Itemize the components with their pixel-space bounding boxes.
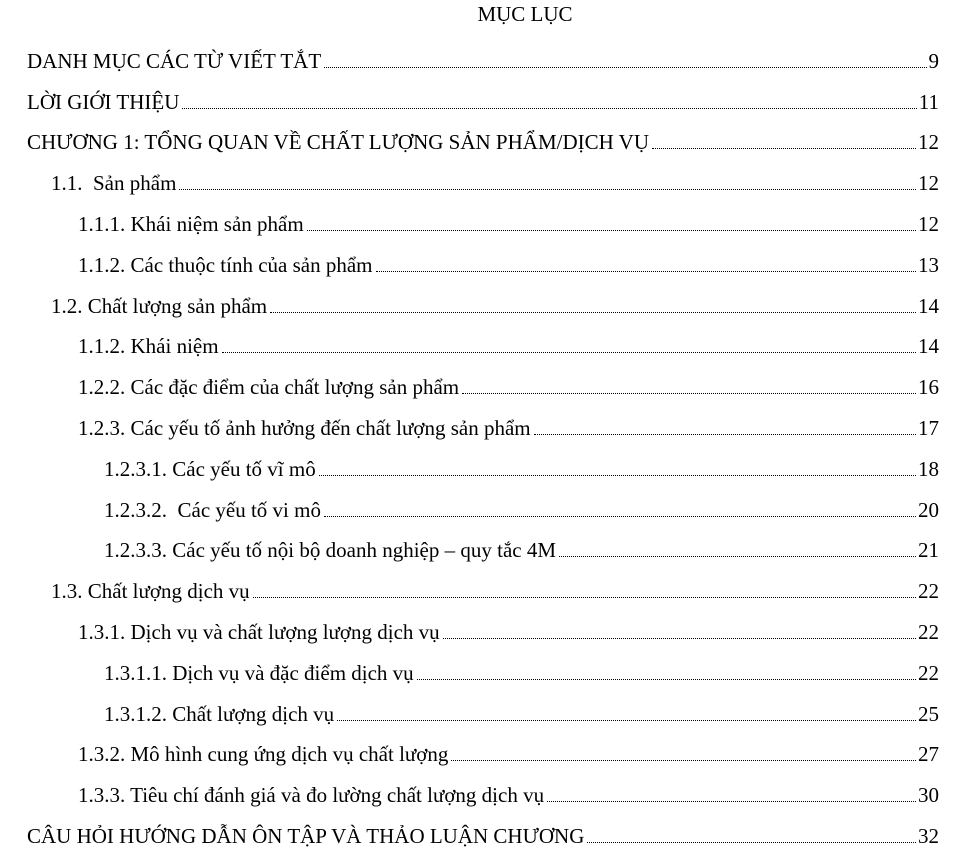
toc-entry-text: 1.3.1. Dịch vụ và chất lượng lượng dịch vụ: [78, 619, 440, 644]
toc-page-number: 14: [918, 293, 939, 318]
toc-entry-text: 1.3.2. Mô hình cung ứng dịch vụ chất lượng: [78, 742, 449, 767]
toc-page-number: 27: [918, 742, 939, 767]
toc-entry-text: 1.2.3.1. Các yếu tố vĩ mô: [104, 456, 316, 481]
toc-entry[interactable]: [0, 685, 965, 726]
toc-page-number: 18: [918, 456, 939, 481]
toc-entry[interactable]: [0, 562, 965, 603]
toc-entry-text: 1.3.3. Tiêu chí đánh giá và đo lường chất lượng dịch vụ: [78, 783, 545, 808]
toc-entry[interactable]: [0, 481, 965, 522]
toc-entry[interactable]: [0, 195, 965, 236]
toc-entry-text: 1.1. Sản phẩm: [51, 171, 177, 196]
toc-entry-text: 1.2.3.3. Các yếu tố nội bộ doanh nghiệp – quy tắc 4M: [104, 538, 557, 563]
toc-dot-leader: [559, 556, 916, 557]
toc-entry[interactable]: [0, 277, 965, 318]
toc-page-number: 13: [918, 252, 939, 277]
toc-page-number: 32: [918, 823, 939, 848]
toc-dot-leader: [417, 679, 916, 680]
toc-dot-leader: [451, 760, 916, 761]
toc-entry-text: 1.3. Chất lượng dịch vụ: [51, 579, 250, 604]
toc-page-number: 25: [918, 701, 939, 726]
toc-entry[interactable]: [0, 358, 965, 399]
toc-dot-leader: [462, 393, 916, 394]
toc-dot-leader: [587, 842, 916, 843]
toc-entry[interactable]: [0, 644, 965, 685]
toc-entry-text: 1.1.2. Khái niệm: [78, 334, 219, 359]
toc-entry-text: CÂU HỎI HƯỚNG DẪN ÔN TẬP VÀ THẢO LUẬN CHƯƠNG: [27, 823, 585, 848]
toc-page-number: 22: [918, 619, 939, 644]
toc-entry[interactable]: [0, 726, 965, 767]
toc-dot-leader: [179, 189, 916, 190]
toc-dot-leader: [443, 638, 916, 639]
toc-title: MỤC LỤC: [477, 2, 573, 26]
toc-entry[interactable]: [0, 399, 965, 440]
toc-entry-text: 1.3.1.1. Dịch vụ và đặc điểm dịch vụ: [104, 660, 414, 685]
toc-entry-text: 1.2.2. Các đặc điểm của chất lượng sản phẩm: [78, 375, 460, 400]
toc-dot-leader: [652, 148, 916, 149]
toc-page-number: 12: [918, 130, 939, 155]
toc-entry[interactable]: [0, 603, 965, 644]
toc-dot-leader: [547, 801, 916, 802]
toc-page-number: 22: [918, 660, 939, 685]
toc-page-number: 16: [918, 375, 939, 400]
toc-dot-leader: [337, 720, 916, 721]
toc-entry-text: 1.2. Chất lượng sản phẩm: [51, 293, 268, 318]
toc-entry-text: 1.1.1. Khái niệm sản phẩm: [78, 211, 304, 236]
toc-dot-leader: [376, 271, 916, 272]
toc-dot-leader: [222, 352, 916, 353]
toc-entry[interactable]: [0, 73, 965, 114]
toc-entry-text: 1.2.3. Các yếu tố ảnh hưởng đến chất lượng sản phẩm: [78, 415, 531, 440]
toc-entry[interactable]: [0, 440, 965, 481]
toc-page-number: 9: [928, 48, 939, 73]
toc-entry[interactable]: [0, 318, 965, 359]
toc-dot-leader: [534, 434, 916, 435]
toc-entry[interactable]: [0, 236, 965, 277]
toc-dot-leader: [319, 475, 916, 476]
toc-entry[interactable]: [0, 32, 965, 73]
toc-dot-leader: [182, 108, 916, 109]
toc-page-number: 21: [918, 538, 939, 563]
toc-entry-text: LỜI GIỚI THIỆU: [27, 89, 180, 114]
toc-page-number: 12: [918, 171, 939, 196]
toc-page-number: 14: [918, 334, 939, 359]
toc-page-number: 22: [918, 579, 939, 604]
toc-entry[interactable]: [0, 154, 965, 195]
toc-page-number: 20: [918, 497, 939, 522]
toc-page-number: 11: [918, 89, 939, 114]
toc-entry-text: DANH MỤC CÁC TỪ VIẾT TẮT: [27, 48, 322, 73]
toc-entry-text: CHƯƠNG 1: TỔNG QUAN VỀ CHẤT LƯỢNG SẢN PHẨM/DỊCH VỤ: [27, 130, 649, 155]
toc-entry-text: 1.2.3.2. Các yếu tố vi mô: [104, 497, 321, 522]
toc-entry-text: 1.3.1.2. Chất lượng dịch vụ: [104, 701, 335, 726]
table-of-contents: [0, 32, 965, 848]
toc-dot-leader: [253, 597, 916, 598]
toc-dot-leader: [324, 67, 926, 68]
toc-page-number: 17: [918, 415, 939, 440]
toc-entry[interactable]: [0, 807, 965, 848]
toc-entry[interactable]: [0, 522, 965, 563]
toc-dot-leader: [307, 230, 916, 231]
toc-dot-leader: [324, 516, 916, 517]
toc-entry[interactable]: [0, 766, 965, 807]
toc-page-number: 30: [918, 783, 939, 808]
toc-dot-leader: [270, 312, 916, 313]
toc-entry-text: 1.1.2. Các thuộc tính của sản phẩm: [78, 252, 373, 277]
toc-page-number: 12: [918, 211, 939, 236]
toc-entry[interactable]: [0, 114, 965, 155]
